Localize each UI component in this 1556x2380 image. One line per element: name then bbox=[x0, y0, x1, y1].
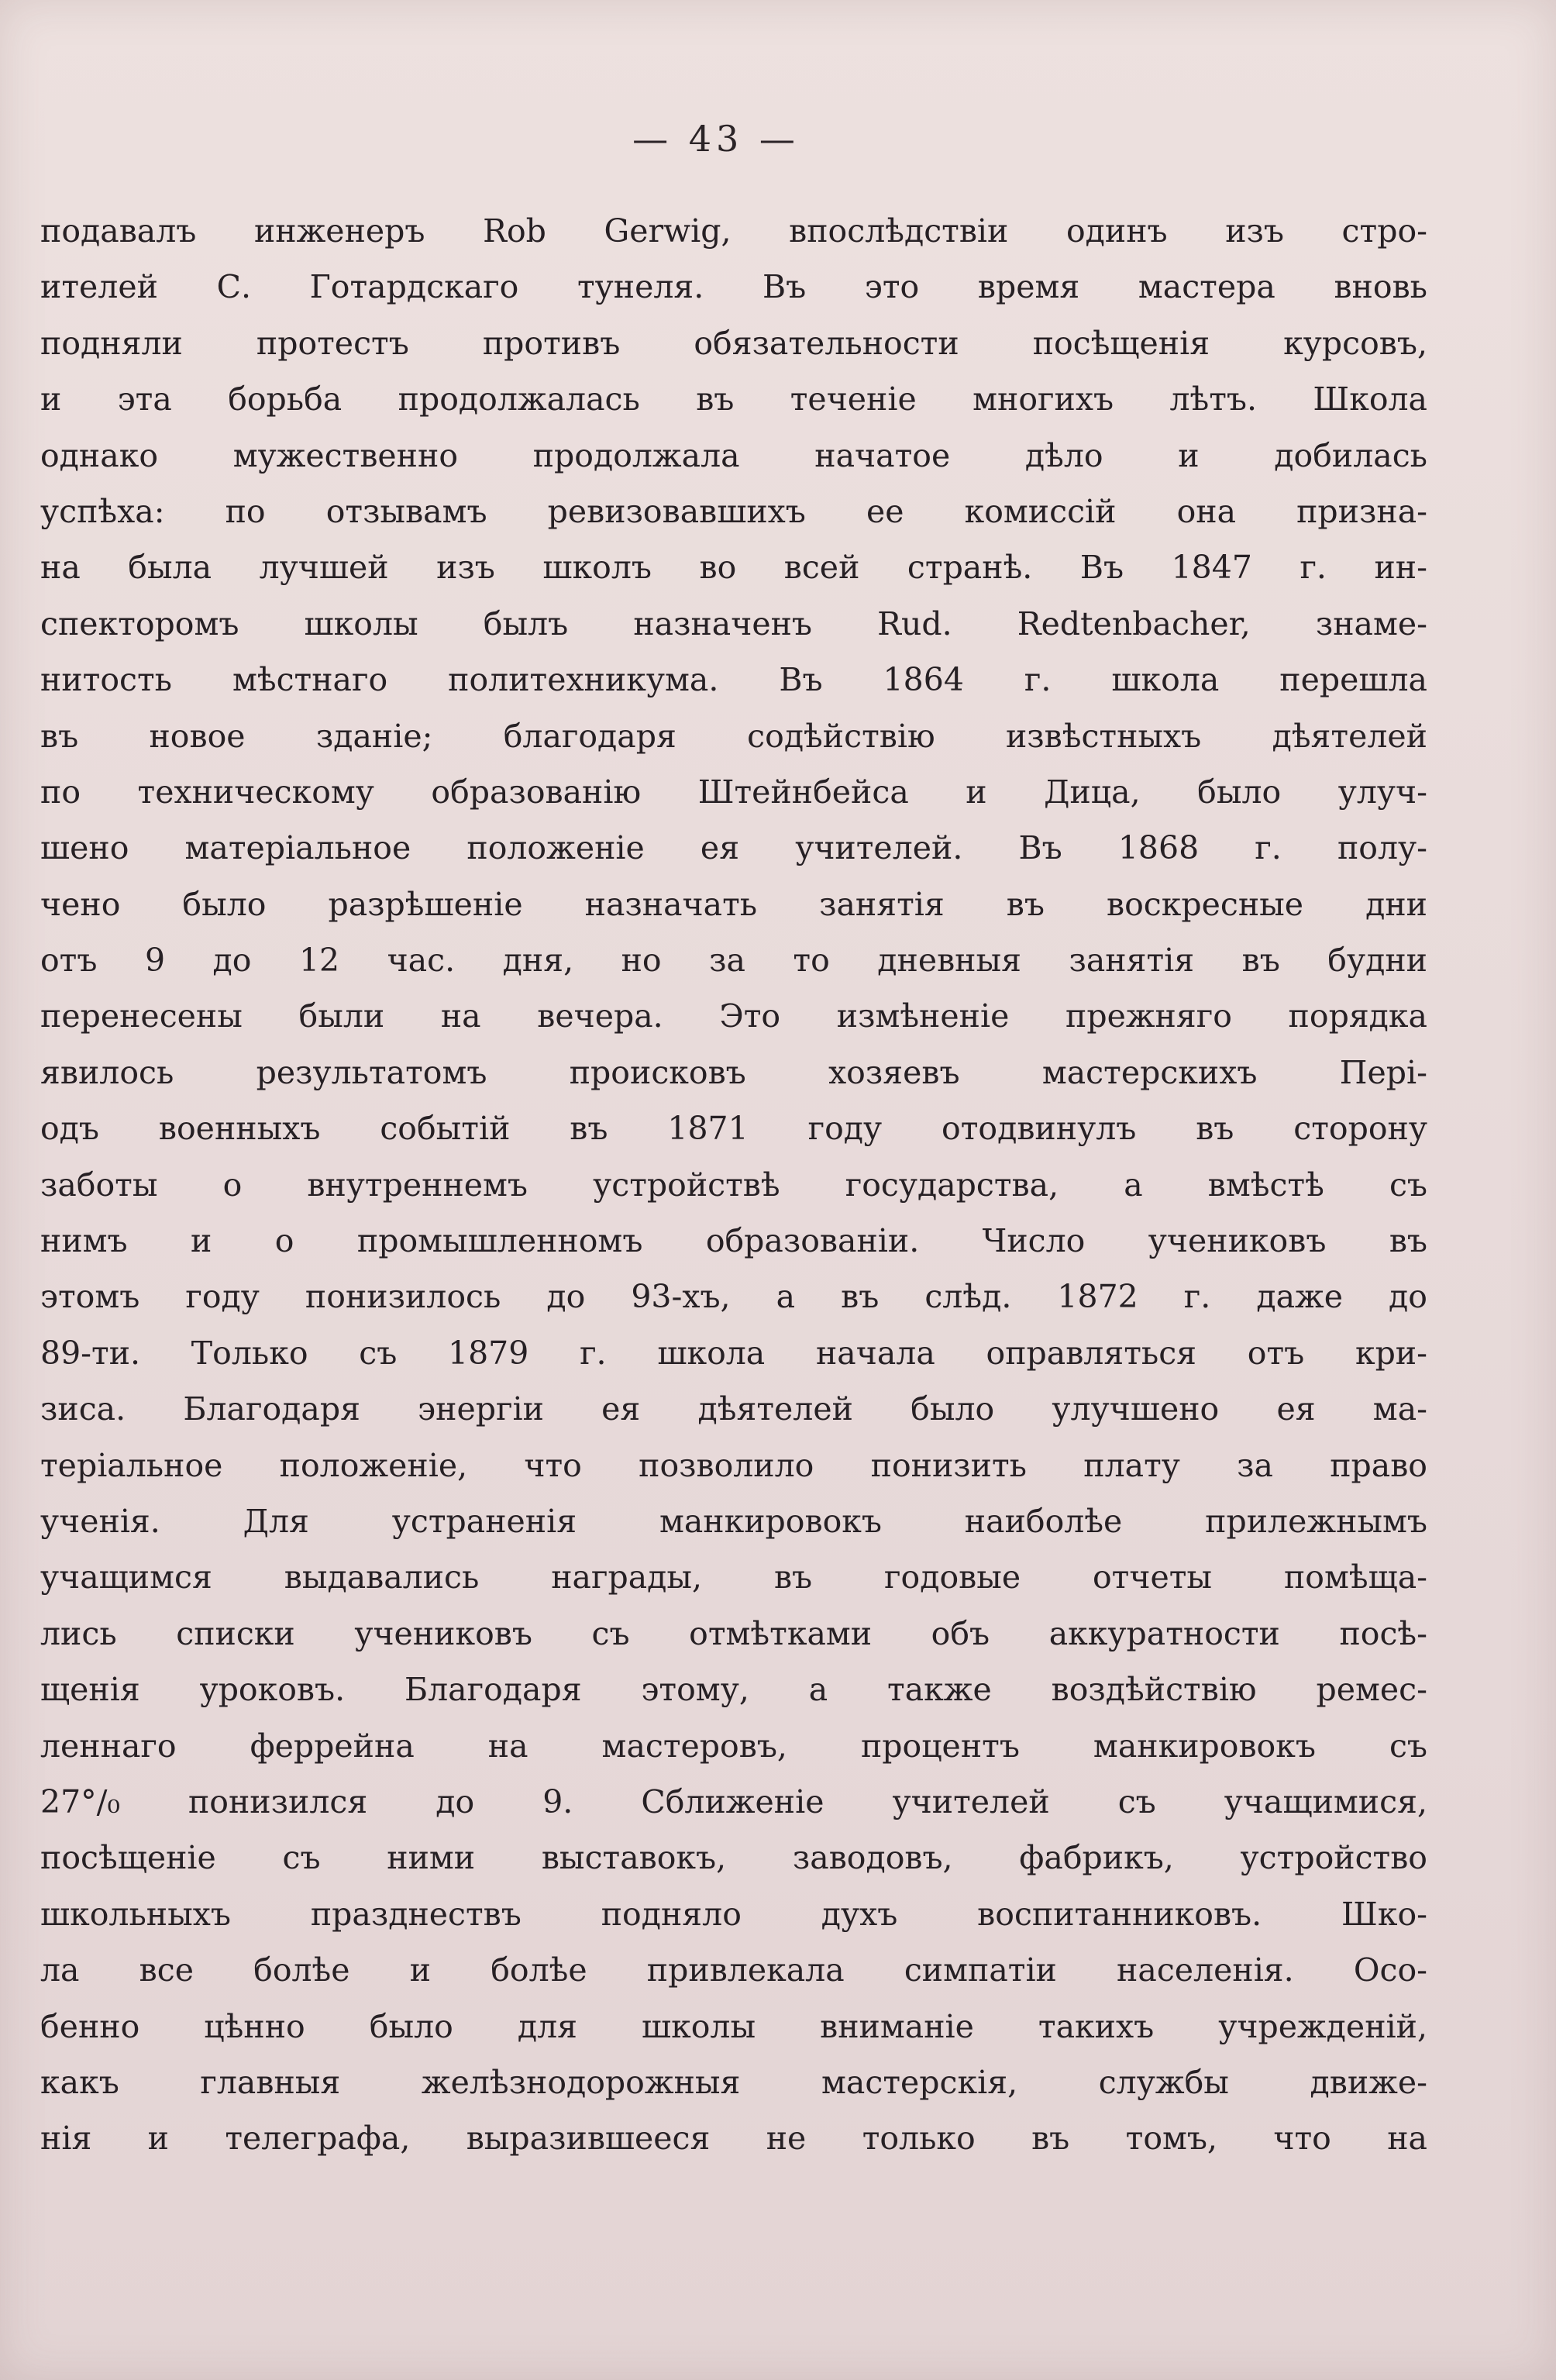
text-line: 27°/₀ понизился до 9. Сближеніе учителей съ учащимися, bbox=[40, 1782, 1427, 1820]
text-line: на была лучшей изъ школъ во всей странѣ. Въ 1847 г. ин- bbox=[40, 549, 1427, 587]
text-line: и эта борьба продолжалась въ теченіе многихъ лѣтъ. Школа bbox=[40, 381, 1427, 418]
text-line: ителей С. Готардскаго тунеля. Въ это время мастера вновь bbox=[40, 268, 1427, 306]
text-line: подавалъ инженеръ Rob Gerwig, впослѣдствіи одинъ изъ стро- bbox=[40, 212, 1427, 250]
page-number: — 43 — bbox=[632, 118, 800, 160]
text-line: ла все болѣе и болѣе привлекала симпатіи населенія. Осо- bbox=[40, 1951, 1427, 1989]
text-line: нимъ и о промышленномъ образованіи. Число учениковъ въ bbox=[40, 1222, 1427, 1260]
text-line: зиса. Благодаря энергіи ея дѣятелей было улучшено ея ма- bbox=[40, 1390, 1427, 1428]
text-line: леннаго феррейна на мастеровъ, процентъ манкировокъ съ bbox=[40, 1727, 1427, 1765]
text-line: по техническому образованію Штейнбейса и Дица, было улуч- bbox=[40, 773, 1427, 811]
text-line: заботы о внутреннемъ устройствѣ государства, а вмѣстѣ съ bbox=[40, 1166, 1427, 1204]
text-line: отъ 9 до 12 час. дня, но за то дневныя занятія въ будни bbox=[40, 942, 1427, 980]
text-line: шено матеріальное положеніе ея учителей. Въ 1868 г. полу- bbox=[40, 829, 1427, 867]
text-line: щенія уроковъ. Благодаря этому, а также воздѣйствію ремес- bbox=[40, 1671, 1427, 1709]
text-line: успѣха: по отзывамъ ревизовавшихъ ее комиссій она призна- bbox=[40, 492, 1427, 530]
text-line: нитость мѣстнаго политехникума. Въ 1864 г. школа перешла bbox=[40, 661, 1427, 699]
text-line: однако мужественно продолжала начатое дѣло и добилась bbox=[40, 436, 1427, 474]
body-text bbox=[40, 203, 1427, 2167]
text-line: въ новое зданіе; благодаря содѣйствію извѣстныхъ дѣятелей bbox=[40, 717, 1427, 755]
text-line: школьныхъ празднествъ подняло духъ воспитанниковъ. Шко- bbox=[40, 1895, 1427, 1933]
text-line: учащимся выдавались награды, въ годовые отчеты помѣща- bbox=[40, 1559, 1427, 1596]
text-line: теріальное положеніе, что позволило понизить плату за право bbox=[40, 1446, 1427, 1484]
text-line: нія и телеграфа, выразившееся не только въ томъ, что на bbox=[40, 2120, 1427, 2158]
text-line: 89-ти. Только съ 1879 г. школа начала оправляться отъ кри- bbox=[40, 1334, 1427, 1372]
text-line: лись списки учениковъ съ отмѣтками объ аккуратности посѣ- bbox=[40, 1614, 1427, 1652]
text-line: подняли протестъ противъ обязательности посѣщенія курсовъ, bbox=[40, 324, 1427, 362]
text-line: одъ военныхъ событій въ 1871 году отодвинулъ въ сторону bbox=[40, 1110, 1427, 1148]
text-line: ученія. Для устраненія манкировокъ наиболѣе прилежнымъ bbox=[40, 1502, 1427, 1540]
text-line: спекторомъ школы былъ назначенъ Rud. Redtenbacher, знаме- bbox=[40, 604, 1427, 642]
text-line: какъ главныя желѣзнодорожныя мастерскія, службы движе- bbox=[40, 2063, 1427, 2101]
text-line: явилось результатомъ происковъ хозяевъ мастерскихъ Пері- bbox=[40, 1053, 1427, 1091]
text-line: чено было разрѣшеніе назначать занятія въ воскресные дни bbox=[40, 885, 1427, 923]
text-line: этомъ году понизилось до 93-хъ, а въ слѣд. 1872 г. даже до bbox=[40, 1278, 1427, 1316]
text-line: бенно цѣнно было для школы вниманіе такихъ учрежденій, bbox=[40, 2007, 1427, 2045]
text-line: посѣщеніе съ ними выставокъ, заводовъ, фабрикъ, устройство bbox=[40, 1839, 1427, 1877]
text-line: перенесены были на вечера. Это измѣненіе прежняго порядка bbox=[40, 997, 1427, 1035]
